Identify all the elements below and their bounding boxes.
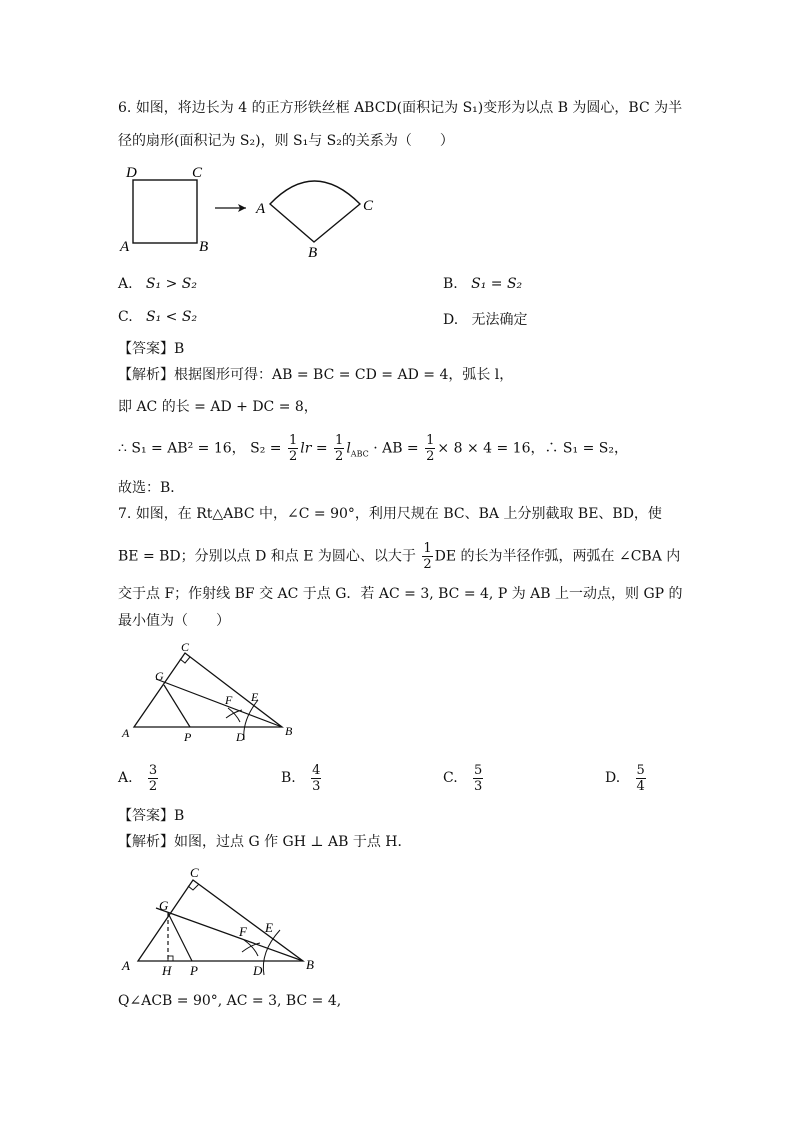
q7-label-e: E	[251, 690, 259, 704]
q7-figure	[118, 640, 308, 745]
q7-option-b: B. $\frac{4}{3}$	[281, 762, 321, 794]
q7-fig2-label-a: A	[122, 958, 130, 973]
q7-figure-2	[118, 862, 323, 982]
q7-analysis-tag: 【解析】	[118, 834, 174, 850]
q7-option-a-fraction: $\frac{3}{2}$	[148, 762, 158, 794]
q7-label-f: F	[225, 693, 233, 707]
q6-analysis-line1: 【解析】根据图形可得：AB = BC = CD = AD = 4，弧长 l，	[118, 367, 514, 383]
q6-conclusion: 故选：B．	[118, 480, 185, 496]
q7-stem-line2: BE = BD；分别以点 D 和点 E 为圆心、以大于 $\frac{1}{2}$ DE 的长为半径作弧，两弧在 ∠CBA 内	[118, 541, 681, 572]
q7-label-b: B	[285, 724, 293, 738]
q7-analysis-line1: 【解析】如图，过点 G 作 GH ⊥ AB 于点 H．	[118, 834, 412, 850]
q6-sector	[270, 181, 360, 242]
q7-label-p: P	[184, 730, 192, 744]
q7-triangle	[134, 653, 282, 727]
q7-fig2-label-c: C	[190, 865, 199, 880]
q7-option-a: A. $\frac{3}{2}$	[118, 762, 158, 794]
q7-fig2-label-b: B	[306, 957, 314, 972]
q7-answer	[118, 805, 184, 827]
q6-half-fraction-3: $\frac{1}{2}$	[426, 433, 435, 464]
q7-answer-tag: 【答案】	[118, 808, 174, 824]
q6-sector-label-b: B	[308, 245, 318, 261]
q7-fig2-label-e: E	[265, 920, 273, 935]
q7-fig2-label-p: P	[190, 963, 198, 978]
q6-answer	[118, 338, 184, 360]
q6-square	[133, 180, 197, 243]
q6-sector-label-c: C	[363, 198, 374, 214]
q7-fig2-right-angle-h	[168, 956, 173, 961]
q7-stem-line4: 最小值为（ ）	[118, 613, 230, 629]
q7-option-d-fraction: $\frac{5}{4}$	[636, 762, 645, 794]
q7-segment-gp	[164, 685, 190, 727]
q7-fig2-ray-bf	[156, 908, 303, 961]
q6-label-a: A	[120, 239, 130, 255]
q6-option-c: C. S₁ < S₂	[118, 309, 198, 325]
q6-label-d: D	[126, 165, 137, 181]
q6-answer-value: B	[174, 341, 185, 357]
q6-analysis-line3: ∴ S₁ = AB² = 16， S₂ = $\frac{1}{2}$ lr = $\frac{1}{2}$ $l_{ABC}$ · AB = $\frac{1}{2}$ × 8 × 4 = 16，∴ S₁ = S₂，	[118, 433, 628, 464]
q7-label-c: C	[181, 640, 190, 654]
q6-answer-tag: 【答案】	[118, 341, 174, 357]
q7-option-d: D. $\frac{5}{4}$	[605, 762, 645, 794]
q6-half-fraction-2: $\frac{1}{2}$	[335, 433, 344, 464]
q7-label-d: D	[236, 730, 245, 744]
q7-option-c-fraction: $\frac{5}{3}$	[474, 762, 483, 794]
q7-label-g: G	[155, 669, 164, 683]
q6-label-b: B	[199, 239, 209, 255]
q6-option-b: B. S₁ = S₂	[443, 276, 523, 292]
q6-sector-label-a: A	[256, 201, 266, 217]
q7-number: 7.	[118, 506, 132, 522]
q7-label-a: A	[122, 726, 130, 740]
q7-stem-line1: 7. 如图，在 Rt△ABC 中，∠C = 90°，利用尺规在 BC、BA 上分别截取 BE、BD，使	[118, 506, 662, 522]
q6-stem-line2: 径的扇形(面积记为 S₂)，则 S₁与 S₂的关系为（ ）	[118, 133, 454, 149]
q7-option-b-fraction: $\frac{4}{3}$	[312, 762, 321, 794]
q6-stem-text1: 如图，将边长为 4 的正方形铁丝框 ABCD(面积记为 S₁)变形为以点 B 为圆心，BC 为半	[135, 100, 683, 116]
q7-fig2-label-h: H	[162, 963, 172, 978]
q6-label-c: C	[192, 165, 203, 181]
q6-option-d: D. 无法确定	[443, 312, 528, 328]
q7-fig2-label-d: D	[253, 963, 263, 978]
q6-stem-line1	[118, 97, 682, 119]
q7-fig2-triangle	[138, 880, 303, 961]
q7-fig2-label-f: F	[239, 924, 247, 939]
q6-analysis-line2: 即 AC 的长 = AD + DC = 8，	[118, 399, 318, 415]
q7-arc-de	[244, 700, 258, 740]
q7-option-c: C. $\frac{5}{3}$	[443, 762, 483, 794]
q6-analysis-tag: 【解析】	[118, 367, 174, 383]
q7-fig2-label-g: G	[159, 898, 169, 913]
q6-number: 6.	[118, 100, 132, 116]
q6-option-a: A. S₁ > S₂	[118, 276, 197, 292]
q7-stem-line3: 交于点 F；作射线 BF 交 AC 于点 G．若 AC = 3, BC = 4, P 为 AB 上一动点，则 GP 的	[118, 586, 683, 602]
q6-figure	[118, 160, 388, 265]
q7-fig2-arc-de	[263, 930, 280, 975]
q6-half-fraction-1: $\frac{1}{2}$	[288, 433, 298, 464]
q7-half-fraction: $\frac{1}{2}$	[423, 541, 432, 572]
q7-answer-value: B	[174, 808, 185, 824]
q7-analysis-line2: Q∠ACB = 90°, AC = 3, BC = 4,	[118, 993, 342, 1009]
